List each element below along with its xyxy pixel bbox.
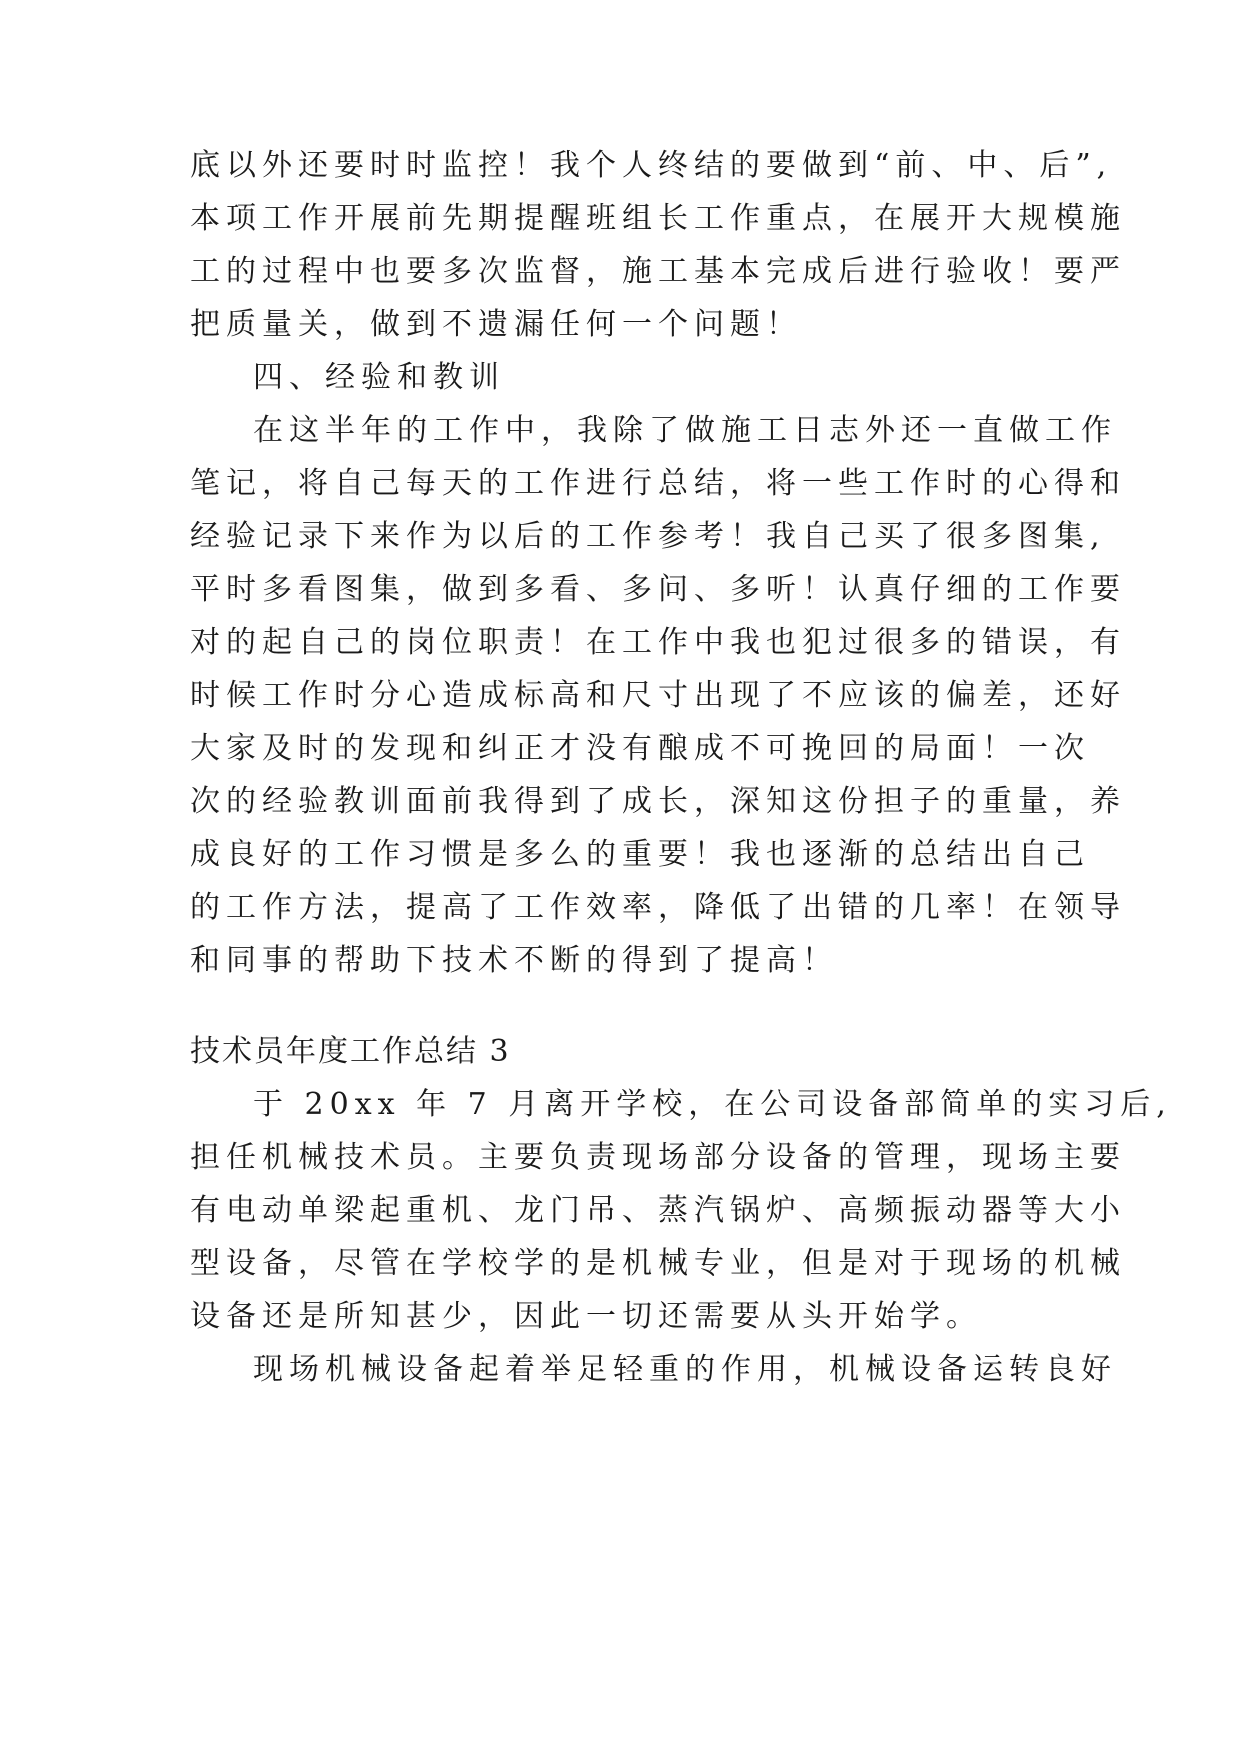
body-text-line: 现场机械设备起着举足轻重的作用，机械设备运转良好 — [253, 1352, 1117, 1387]
body-text-line: 设备还是所知甚少，因此一切还需要从头开始学。 — [190, 1299, 982, 1334]
body-text-line: 于 20xx 年 7 月离开学校，在公司设备部简单的实习后, — [253, 1087, 1172, 1122]
body-text-line: 平时多看图集，做到多看、多问、多听！认真仔细的工作要 — [190, 572, 1126, 607]
body-text-line: 把质量关，做到不遗漏任何一个问题！ — [190, 307, 802, 342]
body-text-line: 经验记录下来作为以后的工作参考！我自己买了很多图集, — [190, 519, 1106, 554]
body-text-line: 本项工作开展前先期提醒班组长工作重点，在展开大规模施 — [190, 201, 1126, 236]
body-text-line: 的工作方法，提高了工作效率，降低了出错的几率！在领导 — [190, 890, 1126, 925]
body-text-line: 工的过程中也要多次监督，施工基本完成后进行验收！要严 — [190, 254, 1126, 289]
body-text-line: 大家及时的发现和纠正才没有酿成不可挽回的局面！一次 — [190, 731, 1090, 766]
body-text-line: 成良好的工作习惯是多么的重要！我也逐渐的总结出自己 — [190, 837, 1090, 872]
body-text-line: 对的起自己的岗位职责！在工作中我也犯过很多的错误，有 — [190, 625, 1126, 660]
body-text-line: 型设备，尽管在学校学的是机械专业，但是对于现场的机械 — [190, 1246, 1126, 1281]
body-text-line: 在这半年的工作中，我除了做施工日志外还一直做工作 — [253, 413, 1117, 448]
body-text-line: 次的经验教训面前我得到了成长，深知这份担子的重量，养 — [190, 784, 1126, 819]
article-title: 技术员年度工作总结 3 — [190, 1034, 511, 1069]
body-text-line: 担任机械技术员。主要负责现场部分设备的管理，现场主要 — [190, 1140, 1126, 1175]
body-text-line: 有电动单梁起重机、龙门吊、蒸汽锅炉、高频振动器等大小 — [190, 1193, 1126, 1228]
body-text-line: 笔记，将自己每天的工作进行总结，将一些工作时的心得和 — [190, 466, 1126, 501]
body-text-line: 底以外还要时时监控！我个人终结的要做到“前、中、后”, — [190, 148, 1113, 183]
body-text-line: 和同事的帮助下技术不断的得到了提高！ — [190, 943, 838, 978]
body-text-line: 时候工作时分心造成标高和尺寸出现了不应该的偏差，还好 — [190, 678, 1126, 713]
section-heading: 四、经验和教训 — [253, 360, 505, 395]
